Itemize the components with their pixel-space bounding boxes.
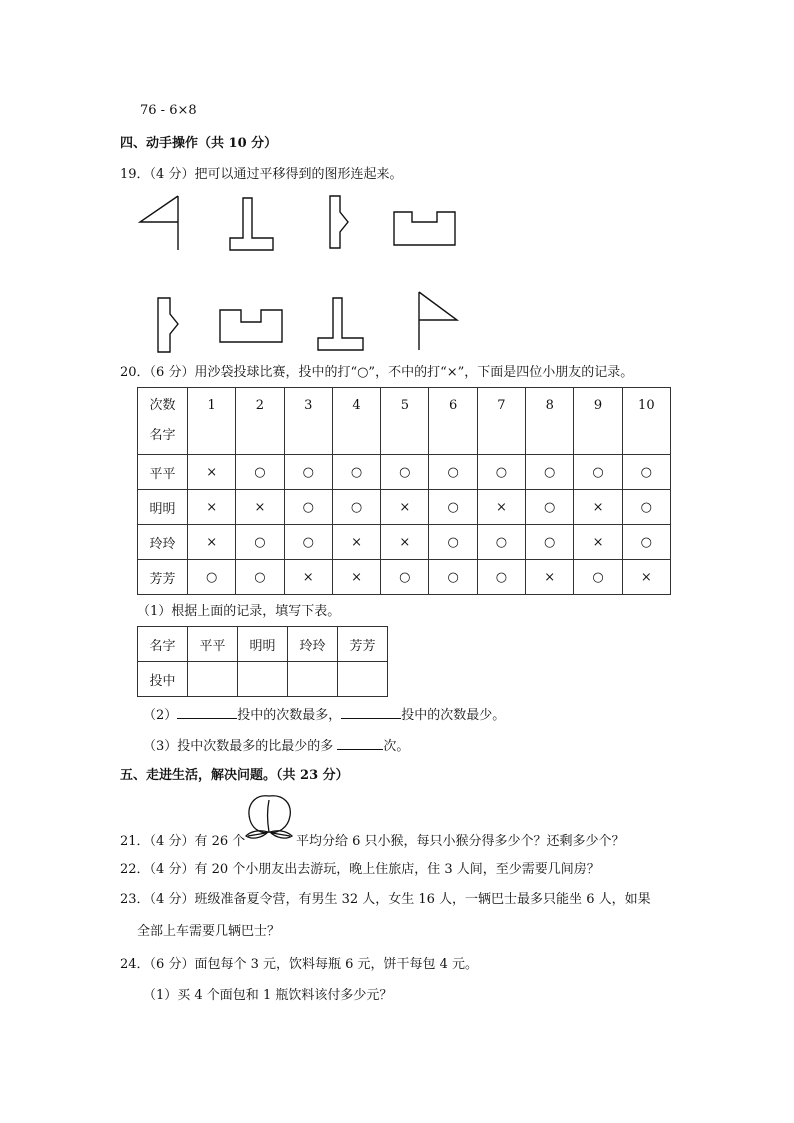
summary-row-label: 投中 [138, 662, 188, 697]
header-corner-cell [138, 388, 188, 455]
sub2-least-text: 投中的次数最少。 [401, 708, 506, 723]
mark-cell: ○ [526, 490, 574, 525]
mark-cell: ○ [574, 560, 622, 595]
mark-cell: × [188, 525, 236, 560]
least-hits-blank[interactable] [341, 705, 401, 719]
difference-blank[interactable] [337, 736, 383, 750]
question-21-suffix: 平均分给 6 只小猴，每只小猴分得多少个？还剩多少个？ [296, 834, 625, 849]
question-24-text: 24．（6 分）面包每个 3 元，饮料每瓶 6 元，饼干每包 4 元。 [120, 957, 479, 972]
mark-cell: ○ [284, 455, 332, 490]
player-name-cell: 明明 [138, 490, 188, 525]
summary-header-cell: 平平 [188, 627, 238, 662]
summary-table [137, 626, 388, 697]
throw-record-table [137, 387, 671, 595]
t-shape-figure-2[interactable] [318, 298, 363, 350]
table-row [138, 455, 671, 490]
attempt-header-cell: 5 [381, 388, 429, 455]
mark-cell: × [284, 560, 332, 595]
mark-cell: ○ [622, 525, 670, 560]
summary-answer-cell[interactable] [288, 662, 338, 697]
sub2-most-text: 投中的次数最多， [237, 708, 342, 723]
attempt-header-cell: 10 [622, 388, 670, 455]
mark-cell: ○ [236, 525, 284, 560]
mark-cell: ○ [284, 490, 332, 525]
question-24-sub1: （1）买 4 个面包和 1 瓶饮料该付多少元？ [143, 988, 393, 1003]
attempt-header-cell: 2 [236, 388, 284, 455]
mark-cell: × [381, 525, 429, 560]
mark-cell: × [332, 560, 380, 595]
mark-cell: × [188, 455, 236, 490]
mark-cell: × [477, 490, 525, 525]
mark-cell: ○ [477, 455, 525, 490]
expression: 76 - 6×8 [140, 103, 197, 118]
sub2-number: （2） [143, 708, 178, 723]
mark-cell: ○ [381, 560, 429, 595]
mark-cell: ○ [429, 490, 477, 525]
mark-cell: ○ [284, 525, 332, 560]
mark-cell: ○ [332, 455, 380, 490]
attempt-header-cell: 6 [429, 388, 477, 455]
question-23-line2: 全部上车需要几辆巴士？ [137, 924, 281, 939]
sub3-text: （3）投中次数最多的比最少的多 [143, 739, 334, 754]
t-shape-figure[interactable] [230, 198, 273, 250]
mark-cell: × [526, 560, 574, 595]
table-row [138, 525, 671, 560]
mark-cell: × [236, 490, 284, 525]
mark-cell: × [622, 560, 670, 595]
question-21-prefix: 21．（4 分）有 26 个 [120, 834, 246, 849]
mark-cell: ○ [381, 455, 429, 490]
question-20-sub2 [143, 705, 505, 725]
mark-cell: ○ [236, 560, 284, 595]
mark-cell: × [188, 490, 236, 525]
most-hits-blank[interactable] [177, 705, 237, 719]
flag-right-figure[interactable] [419, 292, 457, 350]
summary-header-cell: 玲玲 [288, 627, 338, 662]
mark-cell: ○ [236, 455, 284, 490]
question-20-sub1: （1）根据上面的记录，填写下表。 [137, 604, 341, 619]
summary-answer-cell[interactable] [238, 662, 288, 697]
attempt-header-cell: 8 [526, 388, 574, 455]
attempt-header-cell: 1 [188, 388, 236, 455]
summary-header-cell: 明明 [238, 627, 288, 662]
mark-cell: ○ [188, 560, 236, 595]
mark-cell: ○ [477, 560, 525, 595]
question-20-sub3 [143, 736, 409, 756]
header-name-label: 名字 [149, 428, 176, 443]
player-name-cell: 平平 [138, 455, 188, 490]
bracket-right-figure-2[interactable] [158, 298, 178, 352]
player-name-cell: 芳芳 [138, 560, 188, 595]
attempt-header-cell: 7 [477, 388, 525, 455]
mark-cell: × [574, 490, 622, 525]
mark-cell: ○ [574, 455, 622, 490]
question-19-figures [130, 190, 470, 360]
table-row [138, 560, 671, 595]
question-23-line1: 23．（4 分）班级准备夏令营，有男生 32 人，女生 16 人，一辆巴士最多只能坐 6 人，如果 [120, 892, 651, 907]
mark-cell: ○ [429, 560, 477, 595]
notch-up-figure[interactable] [394, 212, 455, 245]
mark-cell: ○ [429, 525, 477, 560]
mark-cell: × [574, 525, 622, 560]
summary-header-cell: 芳芳 [338, 627, 388, 662]
section-five-title: 五、走进生活，解决问题。（共 23 分） [120, 768, 349, 783]
summary-answer-cell[interactable] [338, 662, 388, 697]
attempt-header-cell: 9 [574, 388, 622, 455]
sub3-unit: 次。 [383, 739, 410, 754]
mark-cell: ○ [622, 490, 670, 525]
attempt-header-cell: 4 [332, 388, 380, 455]
table-row [138, 490, 671, 525]
mark-cell: ○ [429, 455, 477, 490]
flag-left-figure[interactable] [140, 196, 178, 250]
mark-cell: × [332, 525, 380, 560]
section-four-title: 四、动手操作（共 10 分） [120, 136, 278, 151]
summary-answer-cell[interactable] [188, 662, 238, 697]
player-name-cell: 玲玲 [138, 525, 188, 560]
question-22-text: 22．（4 分）有 20 个小朋友出去游玩，晚上住旅店，住 3 人间，至少需要几间房？ [120, 862, 600, 877]
mark-cell: ○ [332, 490, 380, 525]
mark-cell: ○ [622, 455, 670, 490]
mark-cell: ○ [477, 525, 525, 560]
mark-cell: ○ [526, 455, 574, 490]
question-20-text: 20．（6 分）用沙袋投球比赛，投中的打“○”，不中的打“×”，下面是四位小朋友的记录。 [120, 365, 634, 380]
mark-cell: ○ [526, 525, 574, 560]
summary-header-cell: 名字 [138, 627, 188, 662]
notch-up-figure-2[interactable] [220, 310, 282, 342]
attempt-header-cell: 3 [284, 388, 332, 455]
mark-cell: × [381, 490, 429, 525]
question-19-text: 19．（4 分）把可以通过平移得到的图形连起来。 [120, 167, 403, 182]
bracket-right-figure[interactable] [330, 196, 348, 248]
peach-icon [240, 790, 298, 848]
header-count-label: 次数 [149, 398, 176, 413]
